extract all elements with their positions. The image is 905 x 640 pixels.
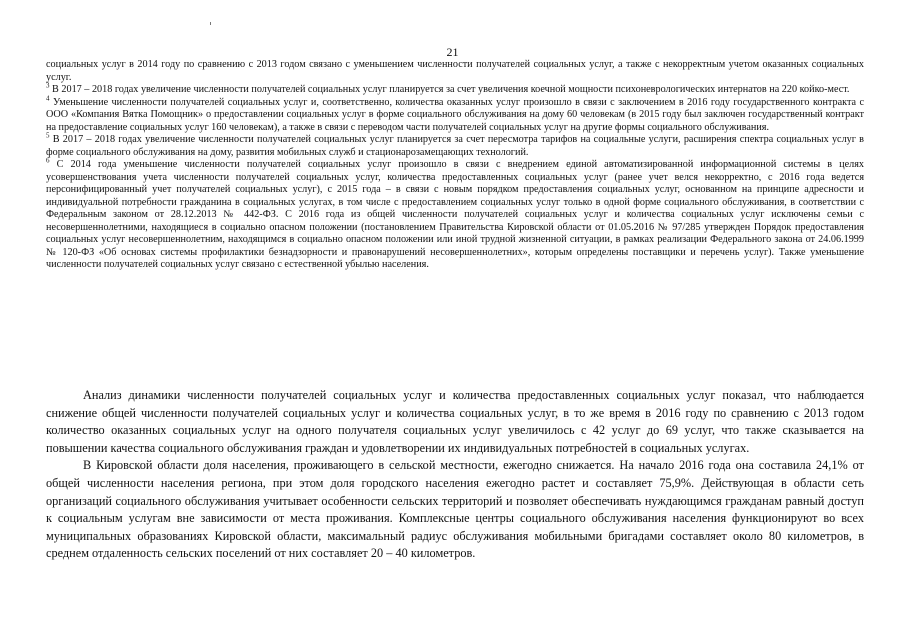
paragraph: В Кировской области доля населения, проживающего в сельской местности, ежегодно снижается. На начало 2016 года она составила 24,1% от общей численности населения региона, при этом доля городского населения ежегодно растет и составляет 75,9%. Действующая в области сеть организаций социального обслуживания учитывает особенности сельских территорий и позволяет обеспечивать нуждающимся гражданам равный доступ к социальным услугам вне зависимости от места проживания. Комплексные центры социального обслуживания населения функционируют во всех муниципальных образованиях Кировской области, максимальный радиус обслуживания мобильными бригадами составляет около 80 километров, в среднем отдаленность сельских поселений от них составляет 20 – 40 километров. [46, 458, 864, 561]
footnote-text: В 2017 – 2018 годах увеличение численности получателей социальных услуг планируется за счет пересмотра тарифов на социальные услуги, расширения спектра социальных услуг в форме социального обслуживания на дому, развития мобильных служб и стационарозамещающих технологий. [46, 134, 864, 158]
footnote-text: С 2014 года уменьшение численности получателей социальных услуг произошло в связи с внедрением единой автоматизированной информационной системы в целях усовершенствования учета численности получателей социальных услуг, количества предоставленных социальных услуг (ранее учет велся некорректно, с 2016 года ведется персонифицированный учет получателей социальных услуг), с 2015 года – в связи с новым порядком предоставления социальных услуг, основанном на принципе адресности и индивидуальной потребности гражданина в социальных услугах, в том числе с предоставлением социальных услуг только в одной форме социального обслуживания, в соответствии с Федеральным законом от 28.12.2013 № 442-ФЗ. С 2016 года из общей численности получателей социальных услуг и количества социальных услуг исключены семьи с несовершеннолетними, находящиеся в социально опасном положении (постановлением Правительства Кировской области от 01.05.2016 № 97/285 утвержден Порядок предоставления социальных услуг несовершеннолетним, находящимся в социально опасном положении или иной трудной жизненной ситуации, в рамках реализации Федерального закона от 24.06.1999 № 120-ФЗ «Об основах системы профилактики безнадзорности и правонарушений несовершеннолетних», которым определены поставщики и перечень услуг). Также уменьшение численности получателей социальных услуг связано с естественной убылью населения. [46, 159, 865, 270]
footnote-text: Уменьшение численности получателей социальных услуг и, соответственно, количества оказанных услуг произошло в связи с заключением в 2016 году государственного контракта с ООО «Компания Вятка Помощник» о предоставлении социальных услуг в форме социального обслуживания на дому 60 человекам (в 2015 году был заключен государственный контракт на предоставление социальных услуг 160 человекам), а также в связи с переводом части получателей социальных услуг на другие формы социального обслуживания. [46, 96, 864, 133]
footnote-4 [46, 94, 864, 135]
paragraph: Анализ динамики численности получателей социальных услуг и количества предоставленных социальных услуг показал, что наблюдается снижение общей численности получателей социальных услуг и количества социальных услуг, в то же время в 2016 году по сравнению с 2013 годом количество оказанных социальных услуг на одного получателя социальных услуг увеличилось с 42 услуг до 69 услуг, что также сказывается на повышении качества социального обслуживания граждан и удовлетворении их индивидуальных потребностей в социальных услугах. [46, 388, 864, 455]
footnote-mark: 3 [46, 81, 50, 90]
footnote-mark: 6 [46, 156, 50, 165]
footnote-5 [46, 131, 864, 159]
footnote-continuation [46, 59, 864, 84]
footnote-mark: 4 [46, 94, 50, 103]
footnote-3 [46, 81, 864, 97]
scan-speck [210, 22, 211, 25]
footnote-text: социальных услуг в 2014 году по сравнению с 2013 годом связано с уменьшением численности получателей социальных услуг, а также с некорректным учетом оказанных социальных услуг. [46, 59, 864, 83]
footnote-text: В 2017 – 2018 годах увеличение численности получателей социальных услуг планируется за счет увеличения коечной мощности психоневрологических интернатов на 220 койко-мест. [52, 84, 850, 95]
body-text [46, 387, 864, 563]
footnote-mark: 5 [46, 131, 50, 140]
footnote-6 [46, 156, 865, 272]
footnotes [46, 59, 864, 272]
page-number: 21 [446, 45, 459, 59]
